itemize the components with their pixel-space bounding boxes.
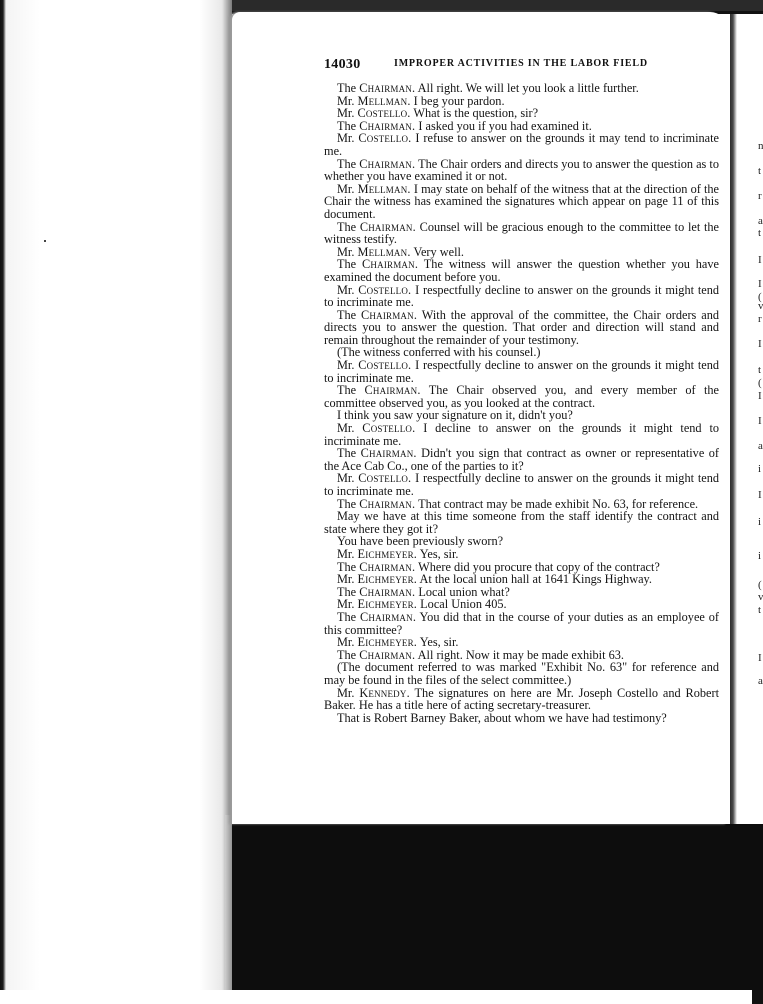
paragraph-text: You have been previously sworn?	[337, 534, 504, 549]
next-page-glyph: t	[758, 227, 762, 239]
speaker-name: Mr. Eichmeyer.	[337, 597, 418, 612]
paragraph-text: Local Union 405.	[417, 597, 507, 612]
speaker-name: The Chairman.	[337, 446, 417, 461]
transcript-paragraph	[324, 447, 719, 472]
speaker-name: The Chairman.	[337, 496, 416, 511]
next-page-glyph: I	[758, 415, 762, 427]
transcript-paragraph	[324, 132, 719, 157]
speaker-name: The Chairman.	[337, 219, 416, 234]
next-page-glyph: (	[758, 579, 762, 591]
paragraph-text: May we have at this time someone from the staff identify the contract and state where they got it?	[324, 509, 719, 536]
speaker-name: The Chairman.	[337, 81, 416, 95]
paragraph-text: I respectfully decline to answer on the grounds it might tend to incriminate me.	[324, 471, 719, 498]
next-page-glyph: n	[758, 140, 763, 152]
transcript-body	[324, 82, 719, 724]
paragraph-text: I refuse to answer on the grounds it may tend to incriminate me.	[324, 131, 719, 158]
scan-bottom-border	[232, 824, 763, 990]
scan-left-margin	[0, 0, 232, 990]
speaker-name: Mr. Eichmeyer.	[337, 635, 418, 650]
next-page-glyph: I	[758, 489, 762, 501]
speaker-name: The Chairman.	[337, 609, 417, 624]
paragraph-text: The signatures on here are Mr. Joseph Costello and Robert Baker. He has a title here of acting secretary-treasurer.	[324, 685, 720, 713]
transcript-paragraph	[324, 422, 719, 447]
speaker-name: The Chairman.	[337, 584, 416, 599]
paragraph-text: Where did you procure that copy of the contract?	[415, 559, 660, 574]
paragraph-text: What is the question, sir?	[410, 106, 539, 121]
next-page-glyph: r	[758, 313, 762, 325]
running-title: IMPROPER ACTIVITIES IN THE LABOR FIELD	[394, 58, 648, 69]
speaker-name: Mr. Kennedy.	[337, 685, 410, 700]
next-page-glyph: r	[758, 190, 762, 202]
transcript-paragraph	[324, 309, 719, 347]
speaker-name: The Chairman.	[337, 156, 416, 171]
speaker-name: Mr. Mellman.	[337, 181, 411, 196]
speaker-name: Mr. Costello.	[337, 131, 412, 146]
speaker-name: The Chairman.	[337, 118, 416, 133]
speaker-name: The Chairman.	[337, 647, 416, 662]
scan-speck	[44, 240, 46, 242]
transcript-paragraph	[324, 712, 719, 725]
page-number: 14030	[324, 57, 361, 72]
paragraph-text: All right. We will let you look a little further.	[415, 81, 639, 95]
paragraph-text: At the local union hall at 1641 Kings Highway.	[417, 572, 652, 587]
next-page-glyph: i	[758, 463, 762, 475]
speaker-name: The Chairman.	[337, 307, 418, 322]
speaker-name: Mr. Eichmeyer.	[337, 546, 418, 561]
next-page-glyph: a	[758, 675, 763, 687]
paragraph-text: The witness will answer the question whether you have examined the document before you.	[324, 257, 719, 284]
paragraph-text: Didn't you sign that contract as owner or representative of the Ace Cab Co., one of the parties to it?	[324, 446, 719, 473]
paragraph-text: I beg your pardon.	[410, 93, 505, 108]
transcript-paragraph	[324, 183, 719, 221]
next-page-glyph: t	[758, 364, 762, 376]
speaker-name: The Chairman.	[337, 383, 421, 398]
speaker-name: Mr. Mellman.	[337, 93, 411, 108]
next-page-glyph: a	[758, 215, 763, 227]
paragraph-text: I may state on behalf of the witness that at the direction of the Chair the witness has examined the signatures which appear on page 11 of this document.	[324, 181, 720, 221]
paragraph-text: Yes, sir.	[417, 635, 459, 650]
paragraph-text: The Chair orders and directs you to answer the question as to whether you have examined it or not.	[324, 156, 719, 184]
paragraph-text: Yes, sir.	[417, 546, 459, 561]
next-page-glyph: (	[758, 377, 762, 389]
paragraph-text: I asked you if you had examined it.	[415, 118, 592, 133]
speaker-name: The Chairman.	[337, 257, 419, 272]
paragraph-text: Very well.	[410, 244, 464, 259]
paragraph-text: That contract may be made exhibit No. 63, for reference.	[415, 496, 699, 511]
next-page-glyph: i	[758, 550, 762, 562]
next-page-glyph: I	[758, 390, 762, 402]
next-page-glyph: I	[758, 652, 762, 664]
speaker-name: Mr. Costello.	[337, 421, 416, 436]
speaker-name: Mr. Costello.	[337, 471, 412, 486]
paragraph-text: I decline to answer on the grounds it might tend to incriminate me.	[324, 421, 720, 448]
transcript-paragraph	[324, 221, 719, 246]
next-page-glyph: (	[758, 291, 762, 303]
transcript-paragraph	[324, 258, 719, 283]
speaker-name: Mr. Costello.	[337, 106, 411, 121]
speaker-name: Mr. Costello.	[337, 358, 412, 373]
transcript-paragraph	[324, 661, 719, 686]
speaker-name: Mr. Costello.	[337, 282, 412, 297]
next-page-glyph: t	[758, 165, 762, 177]
paragraph-text: (The witness conferred with his counsel.)	[337, 345, 541, 360]
page-header	[324, 56, 719, 74]
paragraph-text: I respectfully decline to answer on the grounds it might tend to incriminate me.	[324, 358, 719, 385]
paragraph-text: Counsel will be gracious enough to the committee to let the witness testify.	[324, 219, 719, 247]
speaker-name: Mr. Mellman.	[337, 244, 411, 259]
paragraph-text: You did that in the course of your duties as an employee of this committee?	[324, 609, 719, 637]
paragraph-text: (The document referred to was marked "Exhibit No. 63" for reference and may be found in the files of the select committee.)	[324, 660, 719, 687]
paragraph-text: All right. Now it may be made exhibit 63.	[415, 647, 624, 662]
next-page-glyph: I	[758, 338, 762, 350]
transcript-paragraph	[324, 384, 719, 409]
paragraph-text: I think you saw your signature on it, didn't you?	[337, 408, 573, 423]
paragraph-text: Local union what?	[415, 584, 510, 599]
next-page-glyph: v	[758, 591, 763, 603]
transcript-paragraph	[324, 611, 719, 636]
next-page-glyph: I	[758, 278, 762, 290]
speaker-name: The Chairman.	[337, 559, 416, 574]
next-page-glyph: t	[758, 604, 762, 616]
transcript-paragraph	[324, 284, 719, 309]
speaker-name: Mr. Eichmeyer.	[337, 572, 418, 587]
paragraph-text: The Chair observed you, and every member of the committee observed you, as you looked at the contract.	[324, 383, 719, 410]
transcript-paragraph	[324, 472, 719, 497]
next-page-glyph: i	[758, 516, 762, 528]
next-page-glyph: v	[758, 300, 763, 312]
paragraph-text: I respectfully decline to answer on the grounds it might tend to incriminate me.	[324, 282, 719, 310]
transcript-paragraph	[324, 359, 719, 384]
paragraph-text: With the approval of the committee, the Chair orders and directs you to answer the question. That order and direction will stand and remain throughout the remainder of your testimony.	[324, 307, 719, 347]
transcript-paragraph	[324, 158, 719, 183]
next-page-glyph: a	[758, 440, 763, 452]
next-page-glyph: I	[758, 254, 762, 266]
transcript-paragraph	[324, 510, 719, 535]
transcript-paragraph	[324, 687, 719, 712]
paragraph-text: That is Robert Barney Baker, about whom we have had testimony?	[337, 710, 667, 725]
